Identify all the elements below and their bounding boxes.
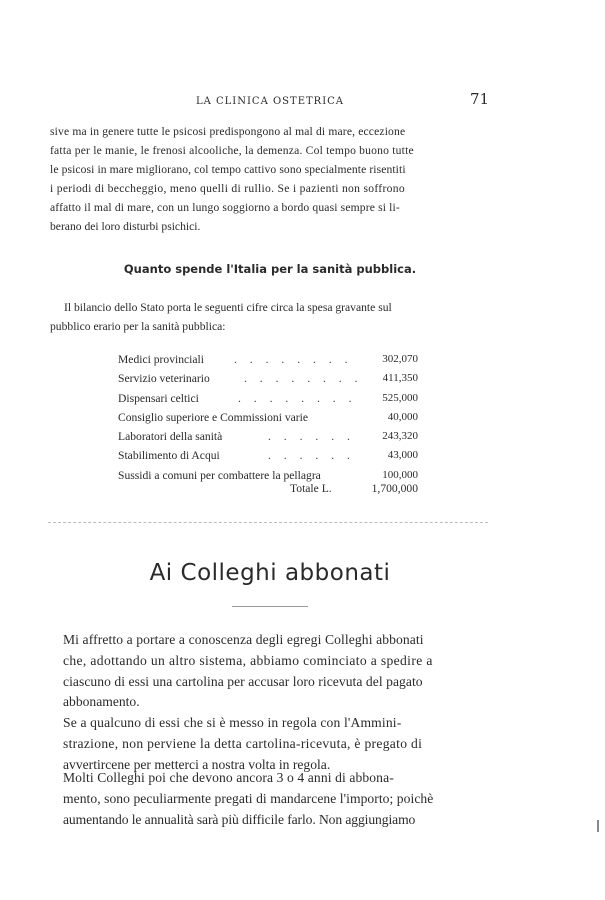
text-line: Mi affretto a portare a conoscenza degli egregi Colleghi abbonati [63, 632, 424, 647]
announcement-title: Ai Colleghi abbonati [149, 560, 391, 586]
budget-label: Stabilimento di Acqui [118, 449, 220, 463]
section-heading: Quanto spende l'Italia per la sanità pubblica. [123, 262, 417, 276]
text-line: pubblico erario per la sanità pubblica: [50, 320, 226, 333]
title-underline [232, 606, 308, 607]
text-line: ciascuno di essi una cartolina per accusar loro ricevuta del pagato [63, 673, 423, 689]
budget-label: Servizio veterinario [118, 372, 210, 386]
budget-value: 100,000 [382, 468, 418, 481]
scan-edge-mark [597, 820, 599, 832]
budget-value: 40,000 [387, 410, 418, 423]
text-line: Il bilancio dello Stato porta le seguenti cifre circa la spesa gravante sul [64, 301, 392, 314]
budget-row [118, 427, 418, 446]
leader-dots: . . . . . . . . [238, 391, 357, 405]
text-line: mento, sono peculiarmente pregati di mandarcene l'importo; poichè [63, 790, 434, 806]
budget-table [118, 350, 418, 485]
budget-value: 302,070 [382, 353, 418, 365]
budget-label: Laboratori della sanità [118, 430, 223, 444]
budget-row [118, 389, 418, 408]
text-line: abbonamento. [63, 694, 140, 710]
announcement-paragraph [63, 713, 490, 775]
announcement-paragraph [63, 768, 490, 830]
budget-row [118, 408, 418, 427]
total-value: 1,700,000 [371, 482, 418, 495]
budget-row [118, 446, 418, 465]
announcement-paragraph [63, 630, 490, 713]
text-line: sive ma in genere tutte le psicosi predispongono al mal di mare, eccezione [50, 125, 406, 138]
budget-value: 525,000 [382, 391, 418, 404]
budget-label: Consiglio superiore e Commissioni varie [118, 410, 308, 424]
text-line: avvertircene per metterci a nostra volta in regola. [63, 756, 331, 772]
intro-paragraph [50, 122, 490, 236]
running-title: LA CLINICA OSTETRICA [195, 96, 345, 107]
page-number: 71 [470, 90, 490, 108]
budget-row [118, 369, 418, 388]
section-separator [48, 522, 488, 523]
leader-dots: . . . . . . . . [244, 372, 363, 386]
budget-value: 43,000 [387, 449, 418, 462]
budget-row [118, 350, 418, 369]
total-label: Totale L. [290, 482, 332, 495]
text-line: berano dei loro disturbi psichici. [50, 220, 201, 233]
text-line: che, adottando un altro sistema, abbiamo cominciato a spedire a [63, 652, 433, 668]
budget-intro-paragraph [50, 298, 490, 336]
text-line: Se a qualcuno di essi che si è messo in regola con l'Ammini- [63, 715, 402, 730]
leader-dots: . . . . . . . . [234, 353, 353, 366]
budget-label: Medici provinciali [118, 353, 204, 366]
budget-value: 411,350 [382, 372, 418, 385]
text-line: aumentando le annualità sarà più difficile farlo. Non aggiungiamo [63, 811, 416, 827]
budget-value: 243,320 [382, 430, 418, 443]
text-line: Molti Colleghi poi che devono ancora 3 o 4 anni di abbona- [63, 770, 394, 785]
text-line: affatto il mal di mare, con un lungo soggiorno a bordo quasi sempre si li- [50, 201, 400, 214]
text-line: fatta per le manie, le frenosi alcooliche, la demenza. Col tempo buono tutte [50, 144, 414, 157]
budget-label: Sussidi a comuni per combattere la pellagra [118, 468, 321, 482]
text-line: strazione, non perviene la detta cartolina-ricevuta, è pregato di [63, 735, 423, 751]
budget-label: Dispensari celtici [118, 391, 199, 405]
text-line: i periodi di beccheggio, meno quelli di rullio. Se i pazienti non soffrono [50, 182, 405, 195]
leader-dots: . . . . . . [268, 449, 355, 463]
text-line: le psicosi in mare migliorano, col tempo cattivo sono specialmente risentiti [50, 163, 406, 176]
leader-dots: . . . . . . [268, 430, 355, 444]
